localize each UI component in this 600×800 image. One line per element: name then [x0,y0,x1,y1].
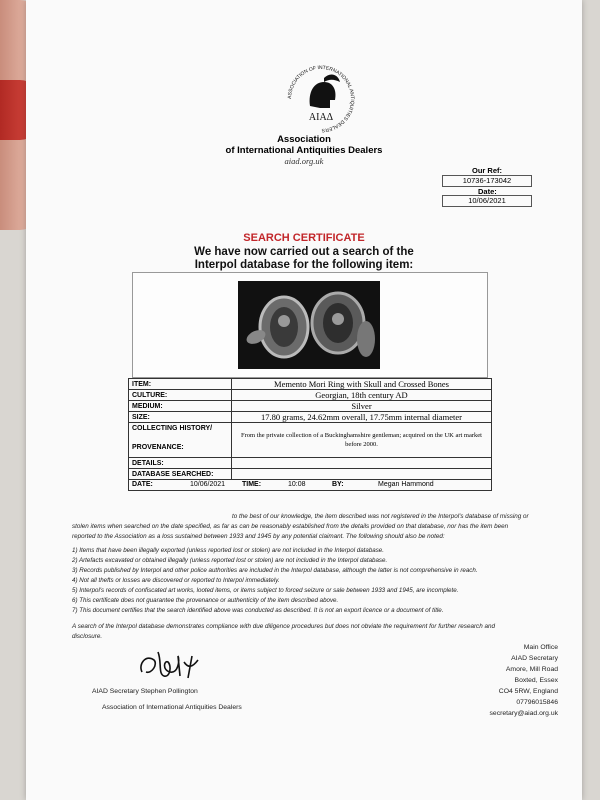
certificate-subtitle2: Interpol database for the following item: [194,259,414,271]
body-line2: stolen items when searched on the date specified, as far as can be reasonably established from the details provided on that database, nor has the item been [72,523,509,530]
body-line3: reported to the Association as a loss sustained between 1933 and 1945 by any potential claimant. The following should also be noted: [72,533,445,540]
office-line: CO4 5RW, England [498,688,558,695]
history-label: COLLECTING HISTORY/ [132,425,213,432]
closing-line2: disclosure. [72,633,103,640]
our-ref-label: Our Ref: [472,166,502,175]
medium-label: MEDIUM: [129,401,232,412]
office-address [490,642,558,719]
provenance-value: From the private collection of a Buckinghamshire gentleman; acquired on the UK art market before 2000. [232,423,492,458]
note-5: 5) Interpol's records of confiscated art works, looted items, or items subject to forced seizure or sale between 1933 and 1945, are incomplete. [72,587,459,594]
logo-ring-text: ASSOCIATION OF INTERNATIONAL ANTIQUITIES DEALERS [286,64,356,134]
item-value: Memento Mori Ring with Skull and Crossed Bones [232,379,492,390]
item-image-frame [132,272,488,378]
note-6: 6) This certificate does not guarantee the provenance or authenticity of the item described above. [72,597,339,604]
search-by-value: Megan Hammond [378,481,434,488]
signer-org: Association of International Antiquities Dealers [102,704,242,711]
culture-label: CULTURE: [129,390,232,401]
date-value: 10/06/2021 [442,195,532,207]
table-row [129,390,492,401]
body-line1: to the best of our knowledge, the item described was not registered in the Interpol's database of missing or [232,513,529,520]
signature-image [128,642,228,684]
note-1: 1) Items that have been illegally exported (unless reported lost or stolen) are not included in the Interpol database. [72,547,384,554]
office-line: Main Office [523,644,558,651]
ring-photo [238,281,380,369]
office-line: 07796015846 [516,699,558,706]
search-time-value: 10:08 [288,481,306,488]
org-line2: of International Antiquities Dealers [225,145,383,156]
certificate-title: SEARCH CERTIFICATE [243,232,365,244]
table-row [129,401,492,412]
search-by-label: BY: [332,481,344,488]
note-3: 3) Records published by Interpol and other police authorities are included in the Interpol database, although the latter is not comprehensive in reach. [72,567,478,574]
office-line: Boxted, Essex [514,677,558,684]
table-row [129,423,492,458]
database-label: DATABASE SEARCHED: [129,469,232,480]
logo-text: AIAΔ [308,112,334,123]
office-email: secretary@aiad.org.uk [489,710,558,717]
provenance-label: PROVENANCE: [132,444,184,451]
note-2: 2) Artefacts excavated or obtained illegally (unless reported lost or stolen) are not included in the Interpol database. [72,557,388,564]
certificate-subtitle1: We have now carried out a search of the [194,246,414,258]
details-label: DETAILS: [129,458,232,469]
office-line: Amore, Mill Road [505,666,558,673]
size-value: 17.80 grams, 24.62mm overall, 17.75mm internal diameter [232,412,492,423]
org-line1: Association [277,134,331,145]
signer-name: AIAD Secretary Stephen Pollington [92,688,198,695]
search-date-value: 10/06/2021 [190,481,226,488]
table-row [129,458,492,469]
our-ref-value: 10736-173042 [442,175,532,187]
note-4: 4) Not all thefts or losses are discovered or reported to Interpol immediately. [72,577,280,584]
culture-value: Georgian, 18th century AD [232,390,492,401]
org-website: aiad.org.uk [284,156,324,166]
office-line: AIAD Secretary [511,655,558,662]
medium-value: Silver [232,401,492,412]
item-details-table [128,378,492,491]
helmet-icon [310,82,336,108]
search-date-label: DATE: [132,481,153,488]
table-row [129,469,492,480]
size-label: SIZE: [129,412,232,423]
note-7: 7) This document certifies that the search identified above was conducted as described. It is not an export licence or a document of title. [72,607,444,614]
search-time-label: TIME: [242,481,262,488]
certificate-page [26,0,582,800]
date-label: Date: [478,187,497,196]
table-row [129,379,492,390]
item-label: ITEM: [129,379,232,390]
closing-line1: A search of the Interpol database demonstrates compliance with due diligence procedures but does not obviate the requirement for further research and [72,623,495,630]
aiad-logo [284,62,358,136]
table-row [129,480,492,491]
table-row [129,412,492,423]
